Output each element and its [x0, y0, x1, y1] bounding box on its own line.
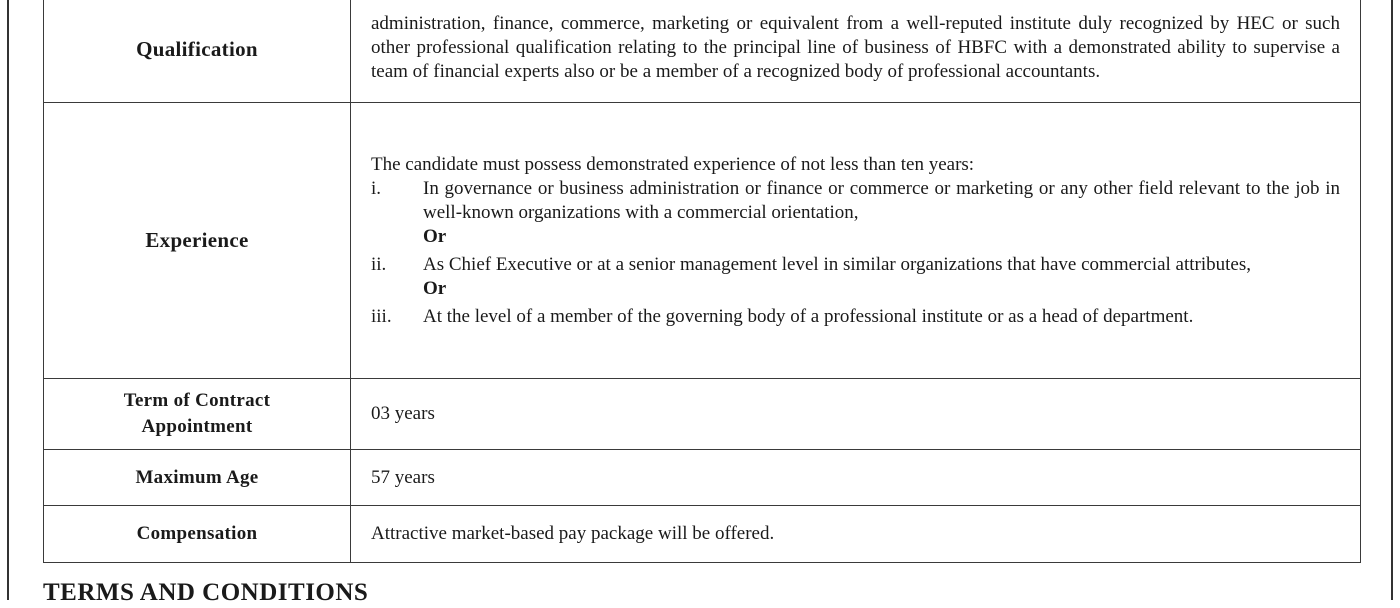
- qualification-row: [44, 0, 1361, 103]
- experience-item-number: i.: [371, 177, 382, 199]
- compensation-value: Attractive market-based pay package will be offered.: [351, 506, 1361, 563]
- term-of-contract-label-line2: Appointment: [141, 416, 253, 437]
- experience-or-label: Or: [423, 277, 447, 299]
- experience-item-text: As Chief Executive or at a senior management level in similar organizations that have commercial attributes,: [423, 253, 1251, 275]
- experience-item-number: iii.: [371, 305, 392, 327]
- job-details-table: [43, 0, 1361, 563]
- experience-item-text: At the level of a member of the governing body of a professional institute or as a head of department.: [423, 305, 1194, 327]
- experience-list: [371, 177, 1340, 329]
- terms-and-conditions-heading: TERMS AND CONDITIONS: [43, 579, 369, 606]
- experience-item-number: ii.: [371, 253, 387, 275]
- qualification-text: administration, finance, commerce, marketing or equivalent from a well-reputed institute duly recognized by HEC or such other professional qualification relating to the principal line of business of HBFC with a demonstrated ability to supervise a team of financial experts also or be a member of a recognized body of professional accountants.: [371, 12, 1340, 82]
- experience-intro: The candidate must possess demonstrated experience of not less than ten years:: [371, 153, 975, 175]
- compensation-label: Compensation: [44, 506, 351, 563]
- maximum-age-value: 57 years: [351, 450, 1361, 506]
- maximum-age-row: [44, 450, 1361, 506]
- term-of-contract-label: [44, 379, 351, 450]
- experience-item-2: [371, 253, 1340, 301]
- experience-or-label: Or: [423, 225, 447, 247]
- experience-item-1: [371, 177, 1340, 249]
- experience-item-text: In governance or business administration or finance or commerce or marketing or any other field relevant to the job in well-known organizations with a commercial orientation,: [423, 177, 1340, 223]
- page-border-right: [1391, 0, 1393, 600]
- experience-label: Experience: [44, 103, 351, 379]
- qualification-label: Qualification: [44, 0, 351, 103]
- page-border-left: [7, 0, 9, 600]
- maximum-age-label: Maximum Age: [44, 450, 351, 506]
- experience-row: [44, 103, 1361, 379]
- experience-item-3: [371, 305, 1340, 329]
- term-of-contract-label-line1: Term of Contract: [123, 390, 271, 411]
- compensation-row: [44, 506, 1361, 563]
- term-of-contract-value: 03 years: [351, 379, 1361, 450]
- term-of-contract-row: [44, 379, 1361, 450]
